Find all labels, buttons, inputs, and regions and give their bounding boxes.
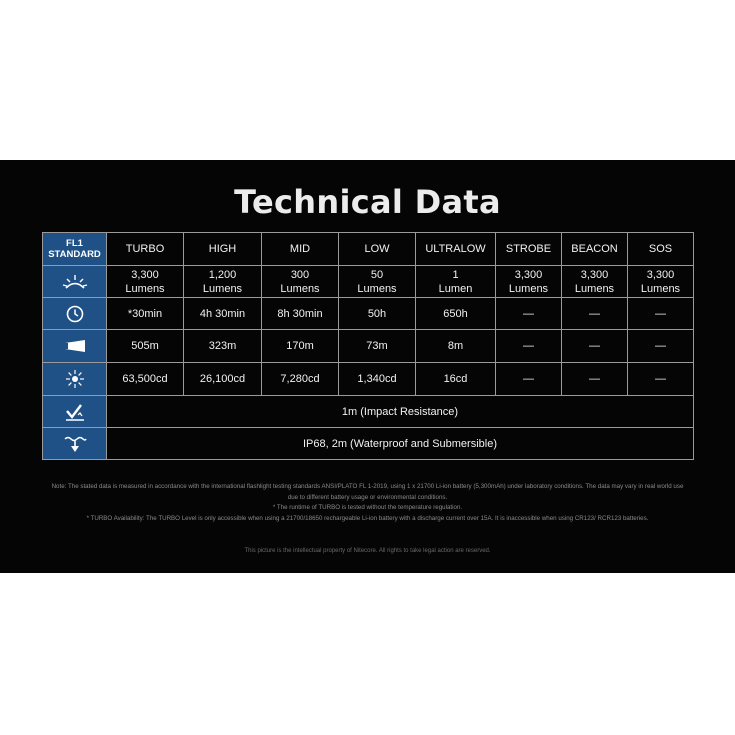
beam-mid: 170m xyxy=(262,330,339,363)
standard-label-cell xyxy=(43,233,107,266)
impact-resistance-icon xyxy=(64,402,86,422)
standard-label-line-2: STANDARD xyxy=(48,249,101,260)
runtime-icon-cell xyxy=(43,298,107,330)
intensity-low: 1,340cd xyxy=(339,363,416,396)
spec-table xyxy=(42,232,694,460)
intensity-mid: 7,280cd xyxy=(262,363,339,396)
impact-row xyxy=(43,396,694,428)
mode-header-beacon: BEACON xyxy=(562,233,628,266)
intensity-beacon: — xyxy=(562,363,628,396)
mode-header-turbo: TURBO xyxy=(107,233,184,266)
mode-header-sos: SOS xyxy=(628,233,694,266)
copyright-notice: This picture is the intellectual property of Nitecore. All rights to take legal action are reserved. xyxy=(244,548,491,554)
beam-low: 73m xyxy=(339,330,416,363)
mode-header-mid: MID xyxy=(262,233,339,266)
intensity-strobe: — xyxy=(496,363,562,396)
runtime-beacon: — xyxy=(562,298,628,330)
intensity-turbo: 63,500cd xyxy=(107,363,184,396)
beam-distance-row xyxy=(43,330,694,363)
beam-beacon: — xyxy=(562,330,628,363)
footnote-measurement: Note: The stated data is measured in accordance with the international flashlight testing standards ANSI/PLATO FL 1-2019, using 1 x 21700 Li-ion battery (5,300mAh) under laboratory conditions. The data may vary in real world use due to different battery usage or environmental conditions. xyxy=(51,483,684,501)
beam-ultralow: 8m xyxy=(416,330,496,363)
beam-strobe: — xyxy=(496,330,562,363)
waterproof-value: IP68, 2m (Waterproof and Submersible) xyxy=(107,428,694,460)
waterproof-icon-cell xyxy=(43,428,107,460)
output-ultralow: 1 Lumen xyxy=(416,266,496,298)
output-turbo: 3,300 Lumens xyxy=(107,266,184,298)
output-row xyxy=(43,266,694,298)
output-mid: 300 Lumens xyxy=(262,266,339,298)
beam-sos: — xyxy=(628,330,694,363)
output-sos: 3,300 Lumens xyxy=(628,266,694,298)
light-output-icon xyxy=(62,273,88,291)
clock-icon xyxy=(65,304,85,324)
mode-header-high: HIGH xyxy=(184,233,262,266)
output-low: 50 Lumens xyxy=(339,266,416,298)
peak-intensity-icon xyxy=(65,369,85,389)
intensity-high: 26,100cd xyxy=(184,363,262,396)
output-icon-cell xyxy=(43,266,107,298)
beam-high: 323m xyxy=(184,330,262,363)
runtime-strobe: — xyxy=(496,298,562,330)
mode-header-strobe: STROBE xyxy=(496,233,562,266)
waterproof-row xyxy=(43,428,694,460)
runtime-sos: — xyxy=(628,298,694,330)
beam-distance-icon-cell xyxy=(43,330,107,363)
intensity-ultralow: 16cd xyxy=(416,363,496,396)
mode-header-low: LOW xyxy=(339,233,416,266)
beam-turbo: 505m xyxy=(107,330,184,363)
mode-header-ultralow: ULTRALOW xyxy=(416,233,496,266)
output-high: 1,200 Lumens xyxy=(184,266,262,298)
footnotes xyxy=(50,482,685,524)
runtime-low: 50h xyxy=(339,298,416,330)
intensity-sos: — xyxy=(628,363,694,396)
runtime-turbo: *30min xyxy=(107,298,184,330)
intensity-icon-cell xyxy=(43,363,107,396)
standard-label-line-1: FL1 xyxy=(66,238,83,249)
impact-value: 1m (Impact Resistance) xyxy=(107,396,694,428)
waterproof-icon xyxy=(63,434,87,454)
header-row xyxy=(43,233,694,266)
beam-distance-icon xyxy=(63,338,87,354)
runtime-ultralow: 650h xyxy=(416,298,496,330)
footnote-runtime: * The runtime of TURBO is tested without the temperature regulation. xyxy=(272,504,463,512)
runtime-row xyxy=(43,298,694,330)
impact-icon-cell xyxy=(43,396,107,428)
runtime-high: 4h 30min xyxy=(184,298,262,330)
runtime-mid: 8h 30min xyxy=(262,298,339,330)
footnote-turbo-availability: * TURBO Availability: The TURBO Level is only accessible when using a 21700/18650 rechargeable Li-ion battery with a discharge current over 15A. It is inaccessible when using CR123/ RCR123 batteries. xyxy=(86,514,649,522)
page-title: Technical Data xyxy=(234,183,501,221)
intensity-row xyxy=(43,363,694,396)
output-beacon: 3,300 Lumens xyxy=(562,266,628,298)
output-strobe: 3,300 Lumens xyxy=(496,266,562,298)
